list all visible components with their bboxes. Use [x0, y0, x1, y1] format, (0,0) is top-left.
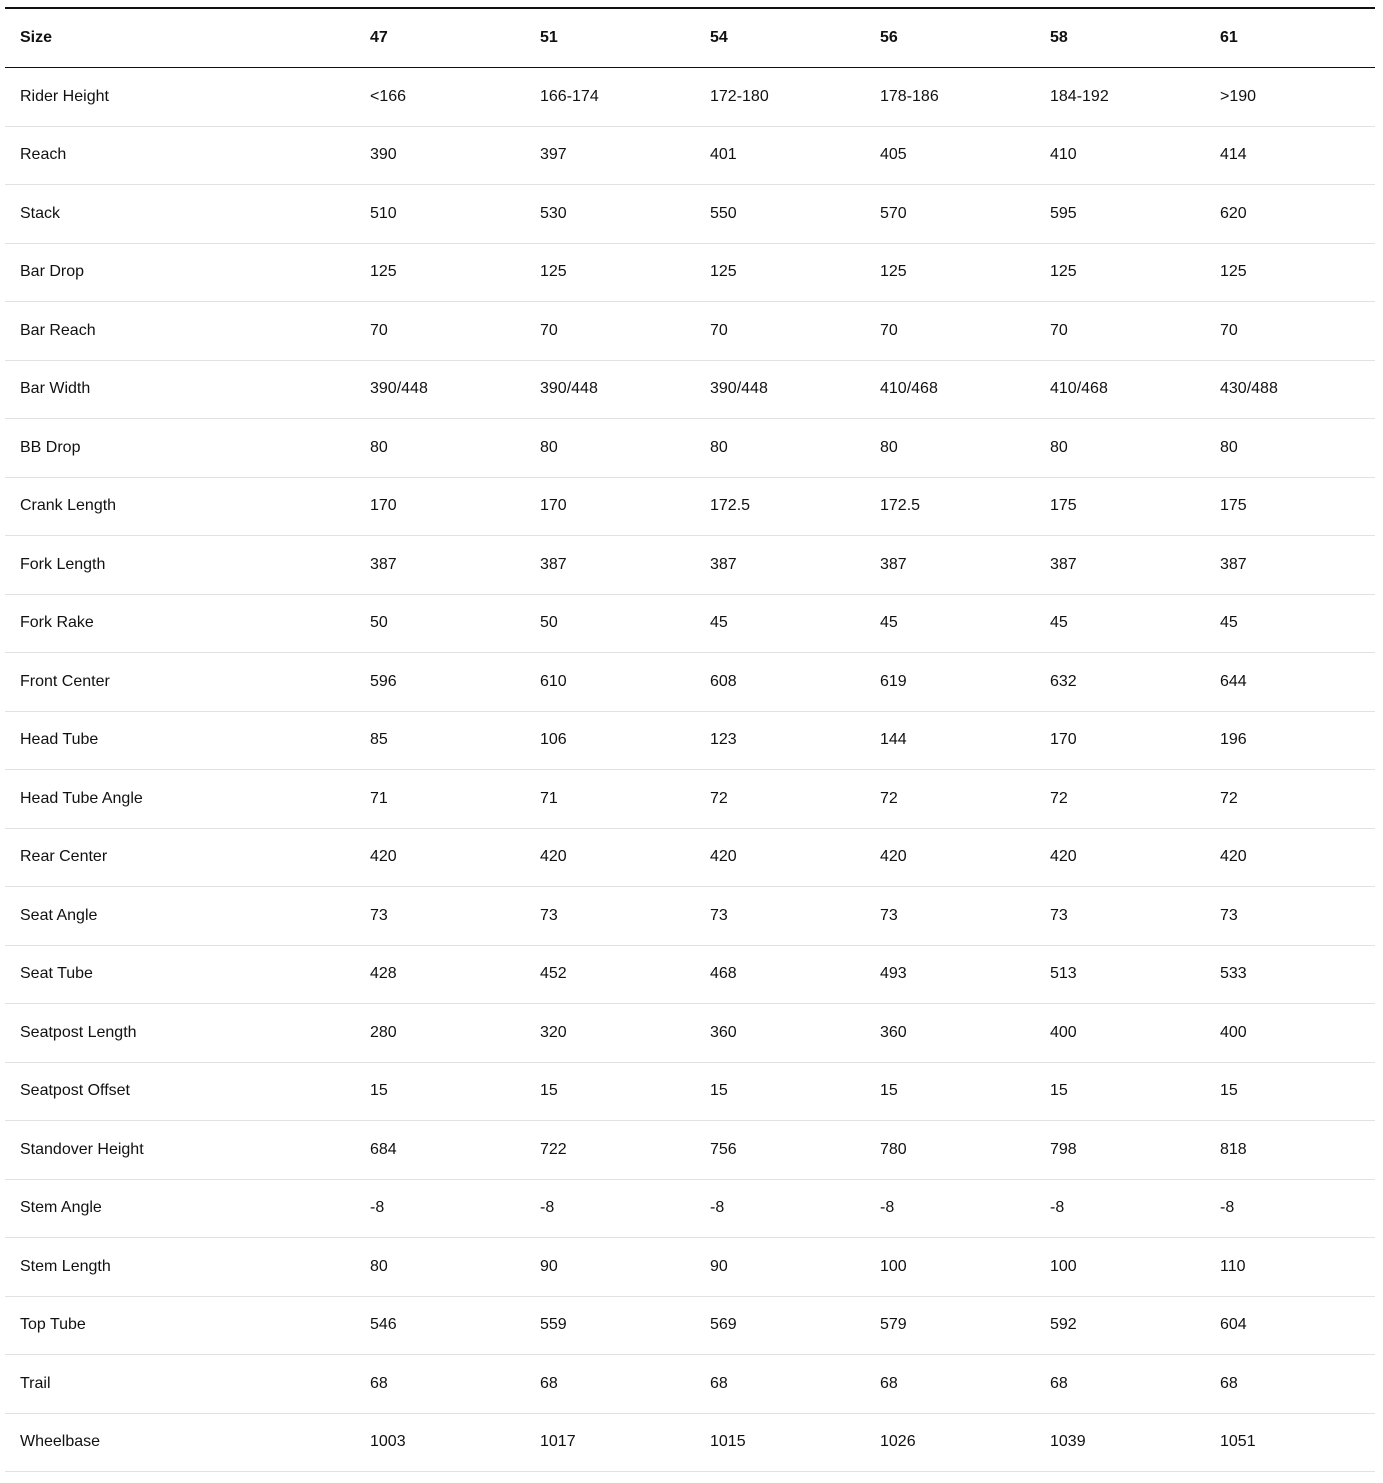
- header-size-56: 56: [865, 8, 1035, 68]
- table-cell: 172.5: [695, 477, 865, 536]
- table-cell: -8: [355, 1179, 525, 1238]
- table-cell: >190: [1205, 68, 1375, 127]
- table-cell: 610: [525, 653, 695, 712]
- table-cell: 400: [1205, 1004, 1375, 1063]
- header-size-label: Size: [5, 8, 355, 68]
- table-cell: 550: [695, 185, 865, 244]
- table-cell: 70: [355, 302, 525, 361]
- row-label: Trail: [5, 1355, 355, 1414]
- table-cell: -8: [1035, 1179, 1205, 1238]
- table-row: [5, 828, 1375, 887]
- table-cell: 85: [355, 711, 525, 770]
- table-cell: 1015: [695, 1413, 865, 1472]
- table-cell: 400: [1035, 1004, 1205, 1063]
- table-cell: 73: [695, 887, 865, 946]
- table-cell: 125: [355, 243, 525, 302]
- header-size-47: 47: [355, 8, 525, 68]
- row-label: Crank Length: [5, 477, 355, 536]
- table-cell: 430/488: [1205, 360, 1375, 419]
- table-cell: 172-180: [695, 68, 865, 127]
- table-cell: 401: [695, 126, 865, 185]
- table-row: [5, 1179, 1375, 1238]
- table-cell: 420: [525, 828, 695, 887]
- table-cell: 170: [355, 477, 525, 536]
- table-cell: 468: [695, 945, 865, 1004]
- row-label: Seat Tube: [5, 945, 355, 1004]
- table-cell: 80: [355, 1238, 525, 1297]
- table-cell: 420: [1035, 828, 1205, 887]
- table-cell: 68: [525, 1355, 695, 1414]
- table-cell: 428: [355, 945, 525, 1004]
- table-cell: 106: [525, 711, 695, 770]
- table-cell: 80: [355, 419, 525, 478]
- table-cell: 50: [525, 594, 695, 653]
- table-cell: 15: [355, 1062, 525, 1121]
- table-cell: 80: [695, 419, 865, 478]
- table-cell: 90: [525, 1238, 695, 1297]
- table-cell: 570: [865, 185, 1035, 244]
- table-cell: 1017: [525, 1413, 695, 1472]
- table-cell: -8: [525, 1179, 695, 1238]
- table-cell: 684: [355, 1121, 525, 1180]
- table-cell: 125: [865, 243, 1035, 302]
- table-cell: 390/448: [695, 360, 865, 419]
- row-label: Fork Length: [5, 536, 355, 595]
- table-cell: 71: [355, 770, 525, 829]
- table-cell: -8: [865, 1179, 1035, 1238]
- table-cell: 493: [865, 945, 1035, 1004]
- table-cell: 452: [525, 945, 695, 1004]
- table-cell: 72: [1035, 770, 1205, 829]
- table-cell: 510: [355, 185, 525, 244]
- table-cell: 608: [695, 653, 865, 712]
- table-cell: 68: [1035, 1355, 1205, 1414]
- row-label: BB Drop: [5, 419, 355, 478]
- table-cell: 110: [1205, 1238, 1375, 1297]
- table-cell: -8: [695, 1179, 865, 1238]
- table-cell: 360: [695, 1004, 865, 1063]
- row-label: Front Center: [5, 653, 355, 712]
- table-row: [5, 594, 1375, 653]
- table-row: [5, 243, 1375, 302]
- table-cell: 397: [525, 126, 695, 185]
- table-cell: 569: [695, 1296, 865, 1355]
- table-cell: 70: [1035, 302, 1205, 361]
- table-cell: 68: [865, 1355, 1035, 1414]
- table-cell: 280: [355, 1004, 525, 1063]
- row-label: Stem Length: [5, 1238, 355, 1297]
- table-cell: 387: [1035, 536, 1205, 595]
- table-cell: 68: [355, 1355, 525, 1414]
- table-row: [5, 126, 1375, 185]
- table-cell: 579: [865, 1296, 1035, 1355]
- table-cell: 125: [695, 243, 865, 302]
- row-label: Bar Reach: [5, 302, 355, 361]
- table-row: [5, 68, 1375, 127]
- table-row: [5, 1238, 1375, 1297]
- header-size-58: 58: [1035, 8, 1205, 68]
- row-label: Bar Drop: [5, 243, 355, 302]
- table-cell: -8: [1205, 1179, 1375, 1238]
- row-label: Reach: [5, 126, 355, 185]
- table-row: [5, 945, 1375, 1004]
- row-label: Bar Width: [5, 360, 355, 419]
- table-cell: 90: [695, 1238, 865, 1297]
- row-label: Top Tube: [5, 1296, 355, 1355]
- table-cell: 45: [1035, 594, 1205, 653]
- table-cell: 387: [525, 536, 695, 595]
- table-cell: 595: [1035, 185, 1205, 244]
- table-cell: 387: [695, 536, 865, 595]
- table-cell: 125: [525, 243, 695, 302]
- table-cell: 596: [355, 653, 525, 712]
- table-cell: 530: [525, 185, 695, 244]
- table-header-row: [5, 8, 1375, 68]
- table-row: [5, 360, 1375, 419]
- table-cell: 546: [355, 1296, 525, 1355]
- geometry-table: [5, 7, 1375, 1472]
- row-label: Seatpost Offset: [5, 1062, 355, 1121]
- table-cell: 756: [695, 1121, 865, 1180]
- table-cell: 72: [1205, 770, 1375, 829]
- table-cell: 1026: [865, 1413, 1035, 1472]
- table-row: [5, 1062, 1375, 1121]
- table-cell: 80: [1205, 419, 1375, 478]
- table-cell: 166-174: [525, 68, 695, 127]
- row-label: Head Tube: [5, 711, 355, 770]
- table-cell: 80: [1035, 419, 1205, 478]
- table-cell: 70: [865, 302, 1035, 361]
- table-row: [5, 302, 1375, 361]
- table-cell: 405: [865, 126, 1035, 185]
- table-cell: 123: [695, 711, 865, 770]
- table-row: [5, 711, 1375, 770]
- table-cell: 780: [865, 1121, 1035, 1180]
- table-cell: <166: [355, 68, 525, 127]
- table-cell: 410: [1035, 126, 1205, 185]
- table-cell: 71: [525, 770, 695, 829]
- table-cell: 15: [695, 1062, 865, 1121]
- table-cell: 1039: [1035, 1413, 1205, 1472]
- table-cell: 70: [695, 302, 865, 361]
- table-row: [5, 653, 1375, 712]
- table-cell: 184-192: [1035, 68, 1205, 127]
- table-cell: 632: [1035, 653, 1205, 712]
- table-row: [5, 477, 1375, 536]
- table-cell: 387: [865, 536, 1035, 595]
- table-cell: 414: [1205, 126, 1375, 185]
- table-cell: 722: [525, 1121, 695, 1180]
- row-label: Stem Angle: [5, 1179, 355, 1238]
- table-cell: 620: [1205, 185, 1375, 244]
- table-cell: 15: [1035, 1062, 1205, 1121]
- table-cell: 420: [865, 828, 1035, 887]
- table-cell: 170: [1035, 711, 1205, 770]
- row-label: Wheelbase: [5, 1413, 355, 1472]
- header-size-51: 51: [525, 8, 695, 68]
- table-cell: 15: [1205, 1062, 1375, 1121]
- table-cell: 125: [1205, 243, 1375, 302]
- table-cell: 387: [355, 536, 525, 595]
- table-cell: 100: [1035, 1238, 1205, 1297]
- table-cell: 360: [865, 1004, 1035, 1063]
- table-row: [5, 185, 1375, 244]
- table-cell: 592: [1035, 1296, 1205, 1355]
- table-cell: 196: [1205, 711, 1375, 770]
- table-row: [5, 1004, 1375, 1063]
- table-cell: 390/448: [525, 360, 695, 419]
- table-cell: 100: [865, 1238, 1035, 1297]
- table-cell: 178-186: [865, 68, 1035, 127]
- table-cell: 68: [1205, 1355, 1375, 1414]
- table-row: [5, 1121, 1375, 1180]
- table-cell: 125: [1035, 243, 1205, 302]
- table-cell: 70: [525, 302, 695, 361]
- table-cell: 170: [525, 477, 695, 536]
- table-cell: 175: [1205, 477, 1375, 536]
- row-label: Rider Height: [5, 68, 355, 127]
- table-row: [5, 536, 1375, 595]
- table-cell: 559: [525, 1296, 695, 1355]
- table-cell: 420: [1205, 828, 1375, 887]
- table-cell: 68: [695, 1355, 865, 1414]
- table-row: [5, 770, 1375, 829]
- table-cell: 420: [355, 828, 525, 887]
- table-cell: 172.5: [865, 477, 1035, 536]
- table-cell: 420: [695, 828, 865, 887]
- table-cell: 604: [1205, 1296, 1375, 1355]
- table-cell: 619: [865, 653, 1035, 712]
- table-cell: 72: [695, 770, 865, 829]
- table-cell: 410/468: [865, 360, 1035, 419]
- table-cell: 45: [865, 594, 1035, 653]
- header-size-54: 54: [695, 8, 865, 68]
- table-cell: 1051: [1205, 1413, 1375, 1472]
- table-cell: 15: [525, 1062, 695, 1121]
- table-cell: 45: [1205, 594, 1375, 653]
- table-cell: 1003: [355, 1413, 525, 1472]
- row-label: Seatpost Length: [5, 1004, 355, 1063]
- table-cell: 410/468: [1035, 360, 1205, 419]
- table-cell: 533: [1205, 945, 1375, 1004]
- table-cell: 45: [695, 594, 865, 653]
- table-cell: 644: [1205, 653, 1375, 712]
- table-row: [5, 1296, 1375, 1355]
- table-cell: 15: [865, 1062, 1035, 1121]
- table-cell: 73: [865, 887, 1035, 946]
- table-cell: 513: [1035, 945, 1205, 1004]
- table-cell: 80: [865, 419, 1035, 478]
- row-label: Rear Center: [5, 828, 355, 887]
- table-cell: 73: [1035, 887, 1205, 946]
- table-cell: 320: [525, 1004, 695, 1063]
- table-row: [5, 887, 1375, 946]
- table-row: [5, 1413, 1375, 1472]
- table-cell: 798: [1035, 1121, 1205, 1180]
- table-cell: 73: [355, 887, 525, 946]
- table-cell: 390: [355, 126, 525, 185]
- row-label: Stack: [5, 185, 355, 244]
- table-cell: 80: [525, 419, 695, 478]
- table-cell: 72: [865, 770, 1035, 829]
- row-label: Fork Rake: [5, 594, 355, 653]
- table-cell: 175: [1035, 477, 1205, 536]
- row-label: Seat Angle: [5, 887, 355, 946]
- table-row: [5, 419, 1375, 478]
- table-cell: 387: [1205, 536, 1375, 595]
- table-row: [5, 1355, 1375, 1414]
- table-cell: 70: [1205, 302, 1375, 361]
- table-cell: 73: [1205, 887, 1375, 946]
- header-size-61: 61: [1205, 8, 1375, 68]
- table-cell: 390/448: [355, 360, 525, 419]
- table-cell: 50: [355, 594, 525, 653]
- table-cell: 144: [865, 711, 1035, 770]
- table-body: [5, 68, 1375, 1472]
- row-label: Standover Height: [5, 1121, 355, 1180]
- table-cell: 818: [1205, 1121, 1375, 1180]
- row-label: Head Tube Angle: [5, 770, 355, 829]
- table-cell: 73: [525, 887, 695, 946]
